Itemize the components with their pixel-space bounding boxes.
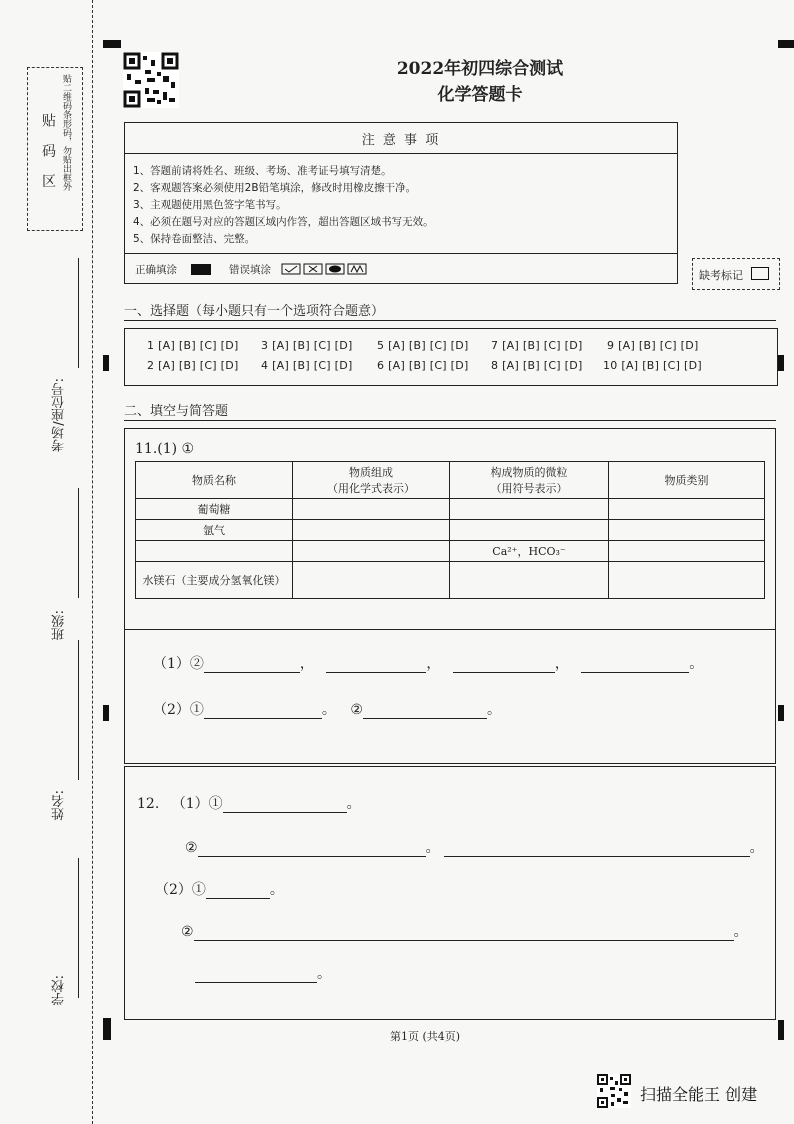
choice-row1-q5[interactable]: 5 [A] [B] [C] [D] [377,339,469,352]
notice-title: 注 意 事 项 [361,133,441,148]
section1-title: 一、选择题（每小题只有一个选项符合题意） [124,304,385,319]
answer-blank[interactable] [206,884,270,899]
separator: 。 [321,702,336,718]
corner-marker [103,1018,111,1040]
table-header: 物质名称 [136,462,293,499]
side-marker [778,705,784,721]
choice-box [124,328,778,386]
notice-item: 5、保持卷面整洁、完整。 [133,233,256,245]
name-label: 姓名: [52,790,67,821]
choice-row2-q2[interactable]: 2 [A] [B] [C] [D] [147,359,239,372]
correct-fill-sample [191,264,211,275]
answer-blank[interactable] [453,658,555,673]
q11-area [124,428,776,764]
q12-part2-label: （2）① [155,882,206,898]
answer-cell[interactable] [609,499,765,520]
q11-label: 11.(1) ① [135,441,195,457]
answer-blank[interactable] [444,842,750,857]
answer-blank[interactable] [194,926,734,941]
page-number: 第1页 (共4页) [390,1030,461,1043]
answer-blank[interactable] [198,842,426,857]
section2-title: 二、填空与简答题 [124,404,229,419]
answer-blank[interactable] [204,658,300,673]
table-cell: Ca²⁺，HCO₃⁻ [450,541,609,562]
answer-blank[interactable] [195,968,317,983]
answer-blank[interactable] [326,658,426,673]
notice-item: 2、客观题答案必须使用2B铅笔填涂，修改时用橡皮擦干净。 [133,182,417,194]
school-label: 学校: [52,975,67,1006]
separator: ， [299,656,314,672]
table-header [450,462,609,499]
q12-part1-row [137,793,361,813]
answer-cell[interactable] [293,520,450,541]
absent-mark-box [692,258,780,290]
scanner-watermark: 扫描全能王 创建 [640,1085,758,1104]
q12-part1-label: （1）① [171,796,223,812]
q11-part1-label: （1）② [153,656,204,672]
separator: ， [426,656,441,672]
class-label: 班级: [52,610,67,641]
class-line[interactable] [78,488,79,598]
q12-part1-second-row [185,837,764,857]
choice-row2-q10[interactable]: 10 [A] [B] [C] [D] [603,359,702,372]
q12-part2-row [155,879,284,899]
choice-row1-q7[interactable]: 7 [A] [B] [C] [D] [491,339,583,352]
q11-part2-row [153,699,501,719]
separator: ， [554,656,569,672]
fold-line [92,0,93,1124]
choice-row1-q3[interactable]: 3 [A] [B] [C] [D] [261,339,353,352]
q11-divider [125,629,775,630]
correct-fill-label: 正确填涂 [135,264,177,276]
table-header [293,462,450,499]
separator: 。 [689,656,704,672]
q11-part2-second-label: ② [350,702,363,718]
table-header-line: 构成物质的微粒 [490,466,568,479]
table-header: 物质类别 [609,462,765,499]
q11-part1-row [153,653,703,673]
separator: 。 [733,924,748,940]
q11-table [135,461,765,599]
section2-underline [124,420,776,421]
answer-cell[interactable] [450,520,609,541]
answer-blank[interactable] [204,704,322,719]
separator: 。 [269,882,284,898]
sticker-zone [27,67,83,231]
answer-cell[interactable] [293,499,450,520]
choice-row2-q6[interactable]: 6 [A] [B] [C] [D] [377,359,469,372]
circle-two-label: ② [181,924,194,940]
separator: 。 [486,702,501,718]
notice-item: 1、答题前请将姓名、班级、考场、准考证号填写清楚。 [133,165,392,177]
section1-underline [124,320,776,321]
side-marker [103,705,109,721]
answer-cell[interactable] [293,541,450,562]
absent-mark-label: 缺考标记 [699,269,743,282]
name-line[interactable] [78,640,79,780]
answer-cell[interactable] [450,499,609,520]
table-cell: 氩气 [136,520,293,541]
exam-title: 2022年初四综合测试 [396,59,564,79]
answer-sheet-title: 化学答题卡 [437,85,523,105]
exam-room-label: 考场/座位号: [52,378,67,452]
answer-blank[interactable] [363,704,487,719]
table-header-line: （用化学式表示） [327,482,415,495]
qr-code [123,52,179,108]
choice-row2-q4[interactable]: 4 [A] [B] [C] [D] [261,359,353,372]
wrong-fill-samples [281,262,371,276]
choice-row1-q9[interactable]: 9 [A] [B] [C] [D] [607,339,699,352]
separator: 。 [425,840,440,856]
sticker-zone-note: 贴二维码条形码，勿贴出框外 [61,74,71,191]
q12-part2-second-row [181,921,748,941]
absent-mark-checkbox[interactable] [751,267,769,280]
q12-part2-third-row [195,963,331,983]
q11-part2-label: （2）① [153,702,204,718]
answer-blank[interactable] [581,658,689,673]
answer-cell[interactable] [609,562,765,599]
answer-cell[interactable] [136,541,293,562]
notice-divider [125,253,677,254]
corner-marker [103,40,121,48]
sticker-zone-title: 贴 码 区 [40,113,56,194]
answer-blank[interactable] [223,798,347,813]
side-marker [778,355,784,371]
wrong-fill-label: 错误填涂 [229,264,271,276]
table-header-line: 物质组成 [349,466,393,479]
scanner-qr-icon [597,1074,631,1108]
notice-divider [125,153,677,154]
table-cell: 葡萄糖 [136,499,293,520]
circle-two-label: ② [185,840,198,856]
notice-box [124,122,678,284]
answer-cell[interactable] [293,562,450,599]
q12-label: 12. [137,796,160,812]
separator: 。 [749,840,764,856]
answer-cell[interactable] [450,562,609,599]
separator: 。 [346,796,361,812]
corner-marker [778,40,794,48]
school-line[interactable] [78,858,79,998]
answer-cell[interactable] [609,520,765,541]
q12-area [124,766,776,1020]
notice-item: 4、必须在题号对应的答题区域内作答，超出答题区域书写无效。 [133,216,434,228]
table-header-line: （用符号表示） [490,482,568,495]
notice-item: 3、主观题使用黑色签字笔书写。 [133,199,287,211]
table-cell: 水镁石（主要成分氢氧化镁） [136,562,293,599]
side-marker [103,355,109,371]
corner-marker [778,1020,784,1040]
answer-cell[interactable] [609,541,765,562]
choice-row1-q1[interactable]: 1 [A] [B] [C] [D] [147,339,239,352]
separator: 。 [317,966,331,982]
choice-row2-q8[interactable]: 8 [A] [B] [C] [D] [491,359,583,372]
exam-room-line[interactable] [78,258,79,368]
